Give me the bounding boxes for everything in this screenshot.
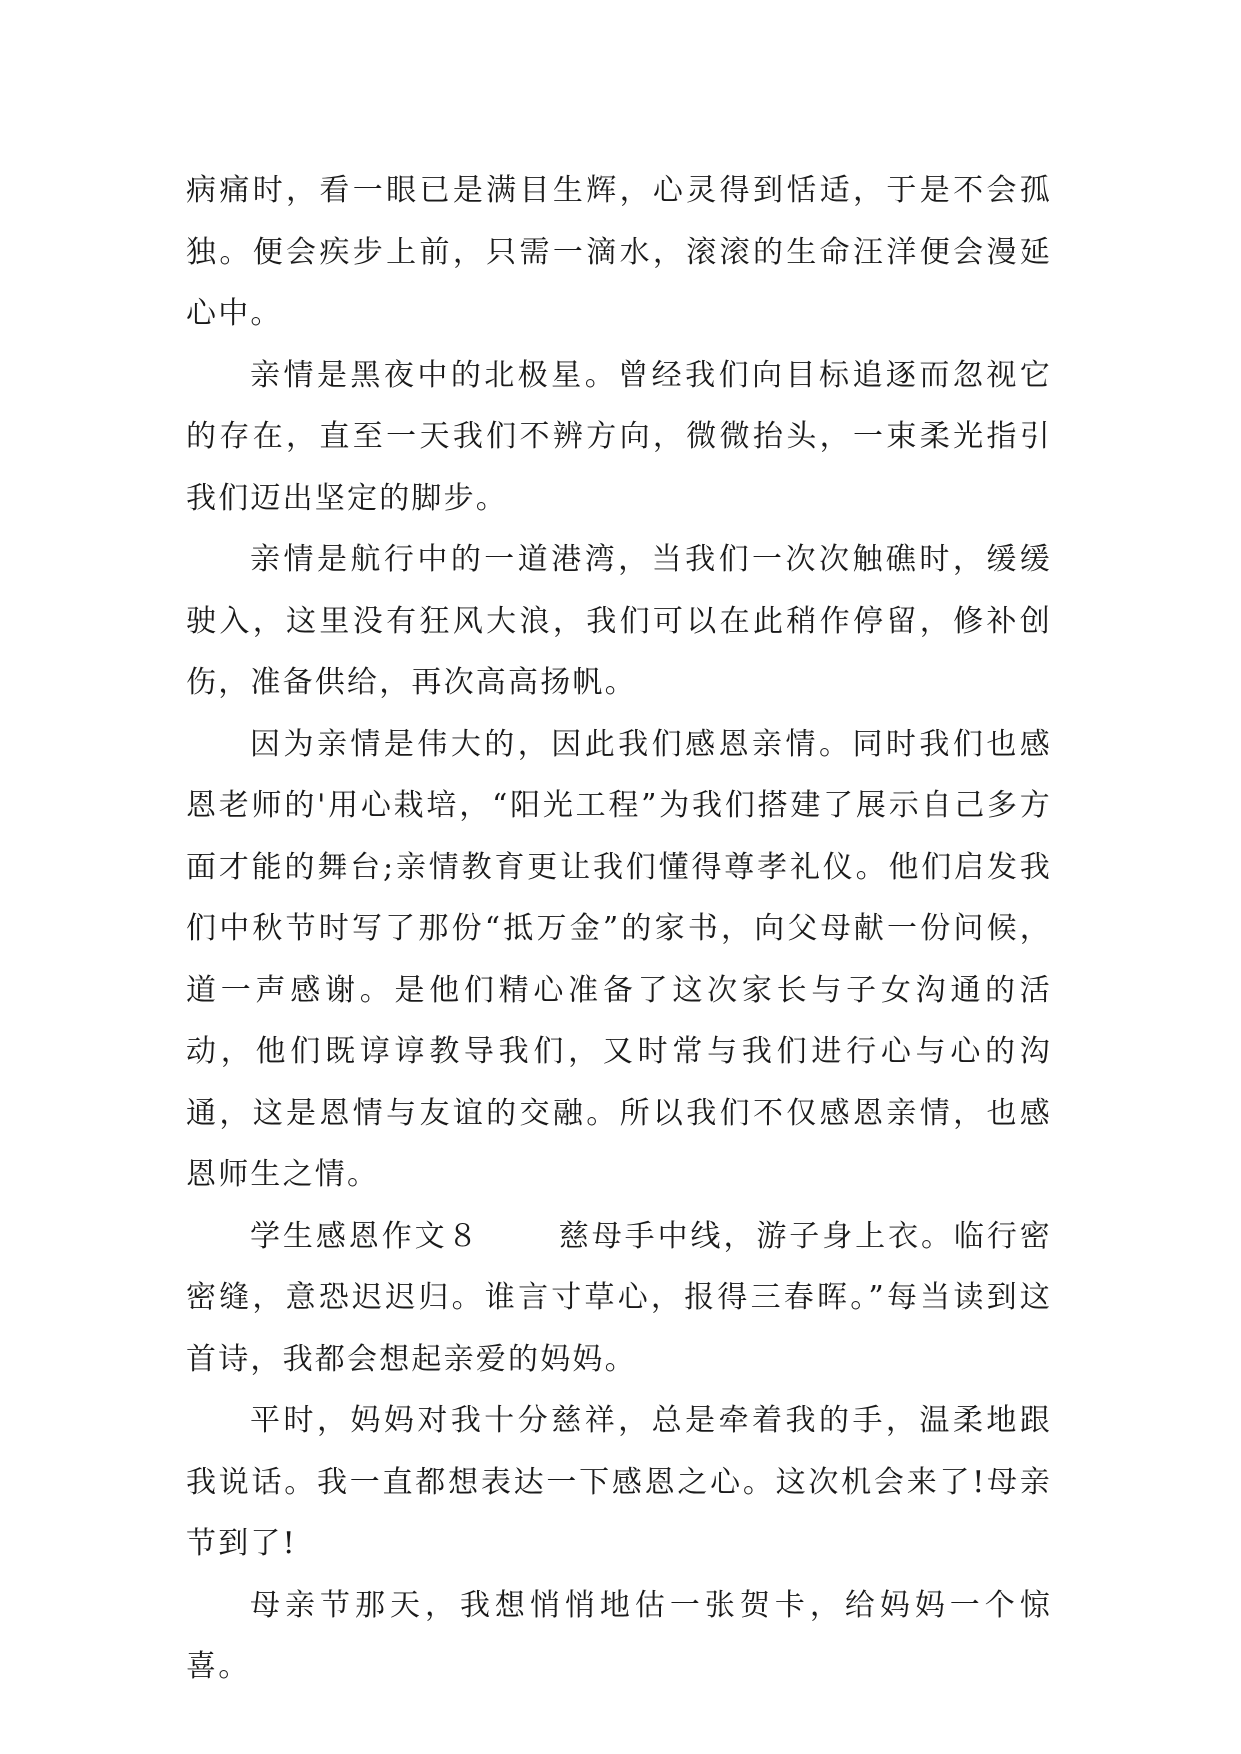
document-body	[186, 160, 1052, 1698]
paragraph-2: 亲情是黑夜中的北极星。曾经我们向目标追逐而忽视它的存在，直至一天我们不辨方向，微微抬头，一束柔光指引我们迈出坚定的脚步。	[186, 357, 1052, 516]
paragraph-4: 因为亲情是伟大的，因此我们感恩亲情。同时我们也感恩老师的'用心栽培，“阳光工程”为我们搭建了展示自己多方面才能的舞台;亲情教育更让我们懂得尊孝礼仪。他们启发我们中秋节时写了那份“抵万金”的家书，向父母献一份问候，道一声感谢。是他们精心准备了这次家长与子女沟通的活动，他们既谆谆教导我们，又时常与我们进行心与心的沟通，这是恩情与友谊的交融。所以我们不仅感恩亲情，也感恩师生之情。	[186, 726, 1052, 1192]
paragraph-3: 亲情是航行中的一道港湾，当我们一次次触礁时，缓缓驶入，这里没有狂风大浪，我们可以在此稍作停留，修补创伤，准备供给，再次高高扬帆。	[186, 542, 1052, 700]
paragraph-1: 病痛时，看一眼已是满目生辉，心灵得到恬适，于是不会孤独。便会疾步上前，只需一滴水，滚滚的生命汪洋便会漫延心中。	[186, 173, 1052, 331]
paragraph-5: 学生感恩作文８ 慈母手中线，游子身上衣。临行密密缝，意恐迟迟归。谁言寸草心，报得三春晖。”每当读到这首诗，我都会想起亲爱的妈妈。	[186, 1218, 1052, 1377]
paragraph-6: 平时，妈妈对我十分慈祥，总是牵着我的手，温柔地跟我说话。我一直都想表达一下感恩之心。这次机会来了!母亲节到了!	[186, 1403, 1052, 1561]
paragraph-7: 母亲节那天，我想悄悄地估一张贺卡，给妈妈一个惊喜。	[186, 1587, 1052, 1684]
